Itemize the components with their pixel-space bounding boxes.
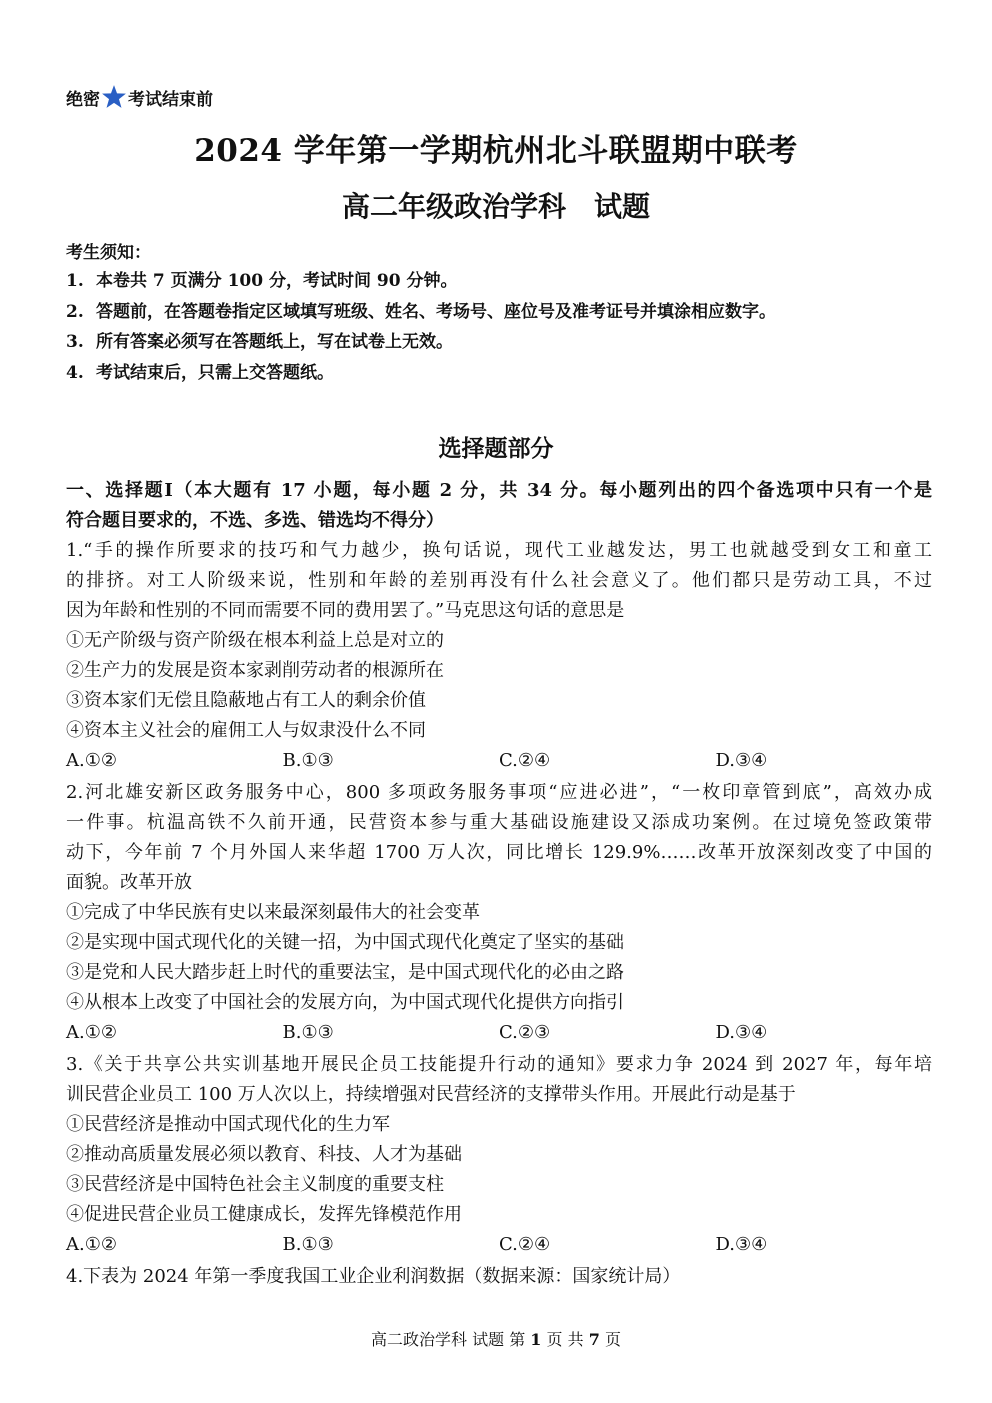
secret-label: 绝密	[66, 89, 100, 110]
statement-item: ②是实现中国式现代化的关键一招，为中国式现代化奠定了坚实的基础	[66, 932, 624, 953]
confidential-mark	[66, 84, 213, 110]
question-stem: 因为年龄和性别的不同而需要不同的费用罢了。”马克思这句话的意思是	[66, 600, 625, 621]
option-b: B.①③	[282, 750, 334, 771]
exam-title: 2024 学年第一学期杭州北斗联盟期中联考	[194, 133, 798, 169]
question-1	[66, 536, 932, 776]
part-instruction: 一、选择题Ⅰ（本大题有 17 小题，每小题 2 分，共 34 分。每小题列出的四个备选项中只有一个是 符合题目要求的，不选、多选、错选均不得分）	[66, 480, 932, 531]
option-b: B.①③	[282, 1022, 334, 1043]
page-total: 7	[588, 1330, 600, 1349]
statement-item: ④资本主义社会的雇佣工人与奴隶没什么不同	[66, 720, 426, 741]
statement-item: ①无产阶级与资产阶级在根本利益上总是对立的	[66, 630, 444, 651]
statement-item: ②推动高质量发展必须以教育、科技、人才为基础	[66, 1144, 462, 1165]
option-c: C.②④	[499, 750, 551, 771]
option-d: D.③④	[715, 1234, 768, 1255]
option-a: A.①②	[66, 1234, 117, 1255]
exam-subtitle: 高二年级政治学科 试题	[341, 190, 650, 223]
answer-options	[66, 746, 932, 776]
question-stem: 1.“手的操作所要求的技巧和气力越少，换句话说，现代工业越发达，男工也就越受到女工和童工	[66, 540, 932, 561]
option-d: D.③④	[715, 1022, 768, 1043]
notice-item: 1. 本卷共 7 页满分 100 分，考试时间 90 分钟。	[66, 271, 458, 291]
statement-item: ③资本家们无偿且隐蔽地占有工人的剩余价值	[66, 690, 426, 711]
question-stem: 的排挤。对工人阶级来说，性别和年龄的差别再没有什么社会意义了。他们都只是劳动工具，不过	[66, 570, 932, 591]
option-b: B.①③	[282, 1234, 334, 1255]
option-a: A.①②	[66, 1022, 117, 1043]
statement-item: ③是党和人民大踏步赶上时代的重要法宝，是中国式现代化的必由之路	[66, 962, 624, 983]
option-c: C.②③	[499, 1022, 551, 1043]
question-stem: 4.下表为 2024 年第一季度我国工业企业利润数据（数据来源：国家统计局）	[66, 1266, 681, 1287]
statement-item: ①民营经济是推动中国式现代化的生力军	[66, 1114, 390, 1135]
notice-item: 4. 考试结束后，只需上交答题纸。	[66, 362, 334, 383]
page-footer: 高二政治学科 试题 第 1 页 共 7 页	[371, 1330, 621, 1349]
question-2	[66, 778, 932, 1048]
option-d: D.③④	[715, 750, 768, 771]
answer-options	[66, 1018, 932, 1048]
section-title: 选择题部分	[438, 435, 554, 462]
notice-list	[66, 266, 776, 388]
statement-item: ④从根本上改变了中国社会的发展方向，为中国式现代化提供方向指引	[66, 992, 624, 1013]
statement-item: ②生产力的发展是资本家剥削劳动者的根源所在	[66, 660, 444, 681]
question-stem: 动下，今年前 7 个月外国人来华超 1700 万人次，同比增长 129.9%……改革开放深刻改变了中国的	[66, 842, 932, 863]
statement-item: ①完成了中华民族有史以来最深刻最伟大的社会变革	[66, 902, 480, 923]
statement-item: ③民营经济是中国特色社会主义制度的重要支柱	[66, 1174, 444, 1195]
statement-item: ④促进民营企业员工健康成长，发挥先锋模范作用	[66, 1204, 462, 1225]
notice-heading: 考生须知：	[66, 243, 151, 263]
option-c: C.②④	[499, 1234, 551, 1255]
question-3	[66, 1050, 932, 1260]
notice-item: 3. 所有答案必须写在答题纸上，写在试卷上无效。	[66, 332, 453, 352]
question-stem: 一件事。杭温高铁不久前开通，民营资本参与重大基础设施建设又添成功案例。在过境免签政策带	[66, 812, 932, 833]
option-a: A.①②	[66, 750, 117, 771]
question-stem: 面貌。改革开放	[66, 872, 192, 893]
answer-options	[66, 1230, 932, 1260]
question-stem: 训民营企业员工 100 万人次以上，持续增强对民营经济的支撑带头作用。开展此行动是基于	[66, 1084, 796, 1105]
question-4	[66, 1262, 932, 1292]
question-stem: 3.《关于共享公共实训基地开展民企员工技能提升行动的通知》要求力争 2024 到 2027 年，每年培	[66, 1054, 932, 1075]
secret-until-label: 考试结束前	[128, 89, 213, 110]
question-stem: 2.河北雄安新区政务服务中心，800 多项政务服务事项“应进必进”，“一枚印章管到底”，高效办成	[66, 782, 932, 803]
page-number: 1	[530, 1330, 542, 1349]
star-icon	[101, 84, 127, 110]
notice-item: 2. 答题前，在答题卷指定区域填写班级、姓名、考场号、座位号及准考证号并填涂相应数字。	[66, 301, 776, 322]
